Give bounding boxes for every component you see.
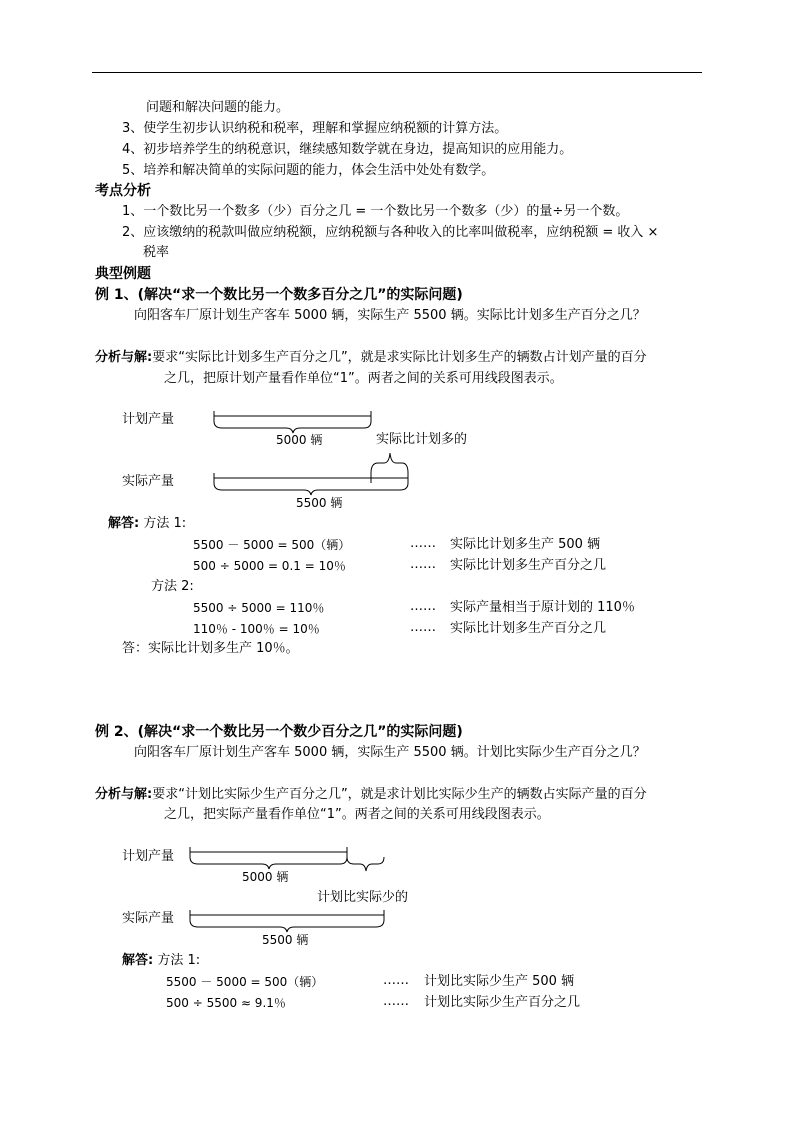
example-2-problem: 向阳客车厂原计划生产客车 5000 辆，实际生产 5500 辆。计划比实际少生产百分之几？ [134, 745, 646, 760]
diagram-2-less-label: 计划比实际少的 [317, 890, 409, 905]
example-1-title: 例 1、(解决“求一个数比另一个数多百分之几”的实际问题) [95, 287, 463, 303]
example-2-analysis-line-1: 要求“计划比实际少生产百分之几”，就是求计划比实际少生产的辆数占实际产量的百分 [152, 787, 647, 802]
analysis-heading: 考点分析 [95, 183, 151, 199]
ex2-m1-result-2: 计划比实际少生产百分之几 [424, 995, 581, 1010]
ex2-m1-dots-2: …… [383, 994, 409, 1009]
example-1-answer: 答：实际比计划多生产 10％。 [122, 641, 299, 656]
diagram-1-actual-label: 实际产量 [122, 474, 175, 489]
example-2-analysis-label: 分析与解: [95, 787, 153, 802]
example-2-analysis-line-2: 之几，把实际产量看作单位“1”。两者之间的关系可用线段图表示。 [164, 807, 550, 822]
ex1-m2-dots-1: …… [410, 599, 436, 614]
ex2-m1-result-1: 计划比实际少生产 500 辆 [424, 974, 575, 989]
analysis-point-2: 2、应该缴纳的税款叫做应纳税额，应纳税额与各种收入的比率叫做税率，应纳税额 = 收入 × [122, 225, 659, 240]
example-1-method-2: 方法 2: [151, 579, 194, 594]
example-1-method-1: 方法 1: [143, 516, 187, 531]
goal-3: 3、使学生初步认识纳税和税率，理解和掌握应纳税额的计算方法。 [122, 121, 508, 136]
example-1-analysis-line-2: 之几，把原计划产量看作单位“1”。两者之间的关系可用线段图表示。 [164, 371, 563, 386]
ex1-m2-expr-2: 110％ - 100％ = 10％ [193, 622, 320, 636]
ex1-m2-result-2: 实际比计划多生产百分之几 [450, 621, 607, 636]
ex2-m1-expr-2: 500 ÷ 5500 ≈ 9.1％ [166, 996, 286, 1010]
diagram-2-actual-label: 实际产量 [122, 911, 175, 926]
diagram-1-plan-label: 计划产量 [122, 412, 175, 427]
example-2-title: 例 2、(解决“求一个数比另一个数少百分之几”的实际问题) [95, 724, 463, 740]
examples-heading: 典型例题 [95, 266, 151, 282]
ex1-m1-expr-2: 500 ÷ 5000 = 0.1 = 10％ [193, 559, 346, 573]
diagram-1-actual-value: 5500 辆 [296, 496, 343, 510]
goal-4: 4、初步培养学生的纳税意识，继续感知数学就在身边，提高知识的应用能力。 [122, 142, 573, 157]
ex2-m1-expr-1: 5500 － 5000 = 500（辆） [166, 975, 324, 989]
ex1-m2-expr-1: 5500 ÷ 5000 = 110％ [193, 601, 325, 615]
ex1-m2-dots-2: …… [410, 620, 436, 635]
diagram-1-more-label: 实际比计划多的 [376, 432, 468, 447]
diagram-2-actual-value: 5500 辆 [262, 933, 309, 947]
ex1-m1-result-2: 实际比计划多生产百分之几 [450, 558, 607, 573]
diagram-1-plan-value: 5000 辆 [276, 433, 323, 447]
analysis-point-1: 1、一个数比另一个数多（少）百分之几 = 一个数比另一个数多（少）的量÷另一个数。 [122, 204, 629, 219]
ex1-m2-result-1: 实际产量相当于原计划的 110％ [450, 600, 635, 615]
ex1-m1-expr-1: 5500 － 5000 = 500（辆） [193, 538, 351, 552]
example-2-method-1: 方法 1: [157, 953, 201, 968]
example-1-analysis-line-1: 要求“实际比计划多生产百分之几”，就是求实际比计划多生产的辆数占计划产量的百分 [152, 350, 647, 365]
analysis-point-2-cont: 税率 [143, 245, 170, 260]
example-2-solution-label: 解答: [122, 953, 154, 968]
ex1-m1-dots-1: …… [410, 536, 436, 551]
ex1-m1-result-1: 实际比计划多生产 500 辆 [450, 537, 601, 552]
ex1-m1-dots-2: …… [410, 557, 436, 572]
diagram-2-plan-value: 5000 辆 [242, 870, 289, 884]
diagram-2-plan-label: 计划产量 [122, 849, 175, 864]
example-1-analysis-label: 分析与解: [95, 350, 153, 365]
goal-continuation: 问题和解决问题的能力。 [146, 100, 290, 115]
example-1-problem: 向阳客车厂原计划生产客车 5000 辆，实际生产 5500 辆。实际比计划多生产百分之几？ [134, 308, 646, 323]
goal-5: 5、培养和解决简单的实际问题的能力，体会生活中处处有数学。 [122, 163, 495, 178]
ex2-m1-dots-1: …… [383, 973, 409, 988]
example-1-solution-label: 解答: [108, 516, 140, 531]
